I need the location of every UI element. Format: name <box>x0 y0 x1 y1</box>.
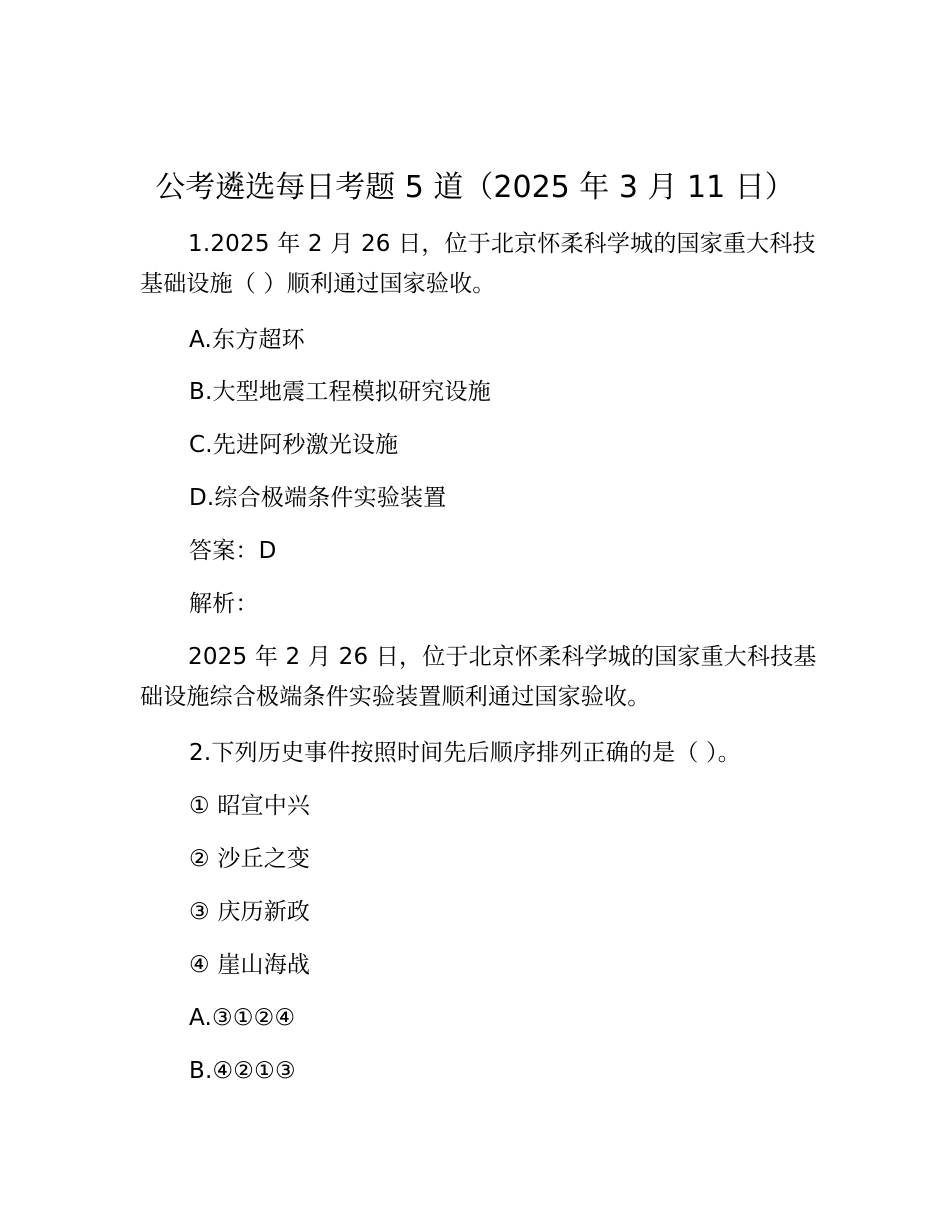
question-1-option-c: C.先进阿秒激光设施 <box>189 432 399 458</box>
question-1-analysis-text: 2025 年 2 月 26 日，位于北京怀柔科学城的国家重大科技基础设施综合极端条件实验装置顺利通过国家验收。 <box>140 644 817 710</box>
question-1-option-d: D.综合极端条件实验装置 <box>189 485 447 511</box>
question-2-event-2: ② 沙丘之变 <box>189 846 311 872</box>
question-2-event-1: ① 昭宣中兴 <box>189 793 311 819</box>
question-1-analysis-label: 解析： <box>189 591 259 617</box>
question-1-option-a: A.东方超环 <box>189 327 305 353</box>
question-2-stem: 2.下列历史事件按照时间先后顺序排列正确的是（ ）。 <box>189 740 741 766</box>
question-2-option-a: A.③①②④ <box>189 1005 296 1031</box>
question-1-answer: 答案：D <box>189 538 277 564</box>
document-title: 公考遴选每日考题 5 道（2025 年 3 月 11 日） <box>155 170 795 205</box>
question-2-event-3: ③ 庆历新政 <box>189 899 311 925</box>
question-1-option-b: B.大型地震工程模拟研究设施 <box>189 379 491 405</box>
question-2-option-b: B.④②①③ <box>189 1058 296 1084</box>
question-1-stem: 1.2025 年 2 月 26 日，位于北京怀柔科学城的国家重大科技基础设施（ ）顺利通过国家验收。 <box>140 231 816 297</box>
question-2-event-4: ④ 崖山海战 <box>189 952 311 978</box>
